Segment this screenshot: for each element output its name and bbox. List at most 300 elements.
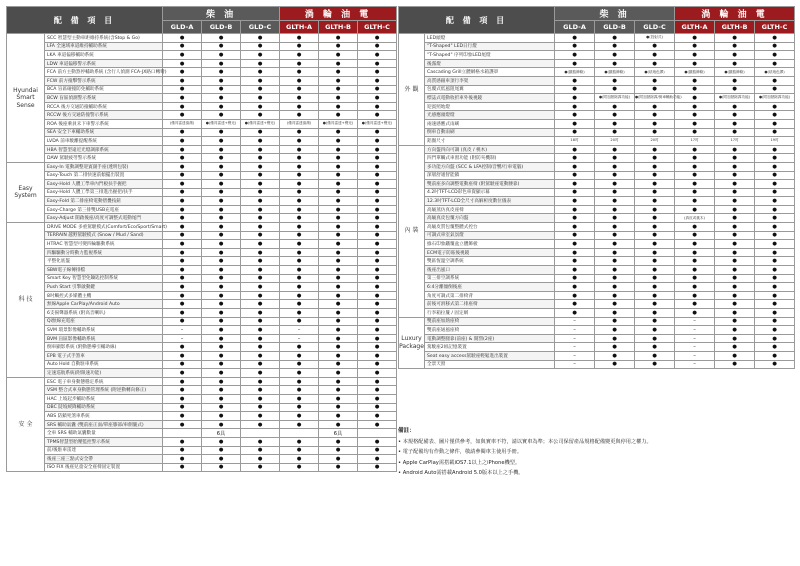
table-row bbox=[399, 351, 795, 360]
spec-cell: ● bbox=[675, 76, 715, 85]
spec-cell: ● bbox=[241, 171, 280, 180]
spec-cell: ● bbox=[241, 248, 280, 257]
spec-cell: ● bbox=[241, 326, 280, 335]
spec-cell: ● bbox=[675, 154, 715, 163]
spec-cell: 17吋 bbox=[715, 137, 755, 146]
spec-cell: ● bbox=[319, 291, 358, 300]
spec-cell: ● bbox=[715, 240, 755, 249]
spec-cell: ● bbox=[715, 162, 755, 171]
spec-cell: ● bbox=[595, 326, 635, 335]
spec-cell: ● bbox=[319, 360, 358, 369]
feature-label: FCW 前方撞擊警示系統 bbox=[45, 76, 163, 85]
table-row bbox=[7, 223, 397, 232]
spec-cell: ● bbox=[202, 257, 241, 266]
left-spec-table bbox=[6, 6, 397, 472]
spec-cell: ● bbox=[715, 197, 755, 206]
spec-cell: ●(附加熱除霧功能) bbox=[755, 94, 795, 103]
spec-cell: ● bbox=[358, 343, 397, 352]
spec-cell: ● bbox=[675, 51, 715, 60]
spec-cell: ● bbox=[319, 403, 358, 412]
spec-cell: ● bbox=[755, 128, 795, 137]
spec-cell: ● bbox=[675, 128, 715, 137]
spec-cell: ● bbox=[755, 223, 795, 232]
spec-cell: ● bbox=[241, 257, 280, 266]
spec-cell: ● bbox=[319, 154, 358, 163]
category-label: 科 技 bbox=[7, 223, 45, 378]
spec-cell: ● bbox=[755, 309, 795, 318]
spec-cell: ● bbox=[635, 300, 675, 309]
spec-cell: ● bbox=[715, 223, 755, 232]
spec-cell: ● bbox=[319, 455, 358, 464]
spec-cell: ● bbox=[202, 369, 241, 378]
feature-label: 雙區恆溫空調系統 bbox=[425, 257, 555, 266]
spec-cell: ● bbox=[163, 205, 202, 214]
spec-cell: ● bbox=[595, 223, 635, 232]
spec-cell: ● bbox=[319, 145, 358, 154]
spec-cell: ● bbox=[202, 283, 241, 292]
spec-cell: 19吋 bbox=[755, 137, 795, 146]
spec-cell: ● bbox=[280, 291, 319, 300]
spec-cell: ● bbox=[358, 42, 397, 51]
spec-cell: ● bbox=[358, 446, 397, 455]
spec-cell: ● bbox=[202, 394, 241, 403]
spec-cell: ● bbox=[163, 68, 202, 77]
spec-cell: ● bbox=[202, 300, 241, 309]
model-header: GLTH-B bbox=[715, 21, 755, 34]
diesel-header: 柴 油 bbox=[555, 7, 675, 21]
spec-cell: ● bbox=[241, 351, 280, 360]
table-row bbox=[399, 309, 795, 318]
spec-cell: – bbox=[675, 326, 715, 335]
spec-cell: ● bbox=[280, 42, 319, 51]
table-row bbox=[399, 180, 795, 189]
spec-cell: ● bbox=[241, 94, 280, 103]
spec-cell: ● bbox=[635, 291, 675, 300]
spec-cell: ● bbox=[280, 394, 319, 403]
spec-cell: ● bbox=[280, 162, 319, 171]
feature-label: 後座三座三點式安全帶 bbox=[45, 455, 163, 464]
spec-cell: ● bbox=[555, 266, 595, 275]
spec-cell: ● bbox=[241, 137, 280, 146]
feature-label: 多功能方向盤 (SCC & LFA控制/音響/行車電腦) bbox=[425, 162, 555, 171]
model-header: GLTH-A bbox=[675, 21, 715, 34]
spec-cell: ● bbox=[555, 51, 595, 60]
spec-cell: ● bbox=[755, 111, 795, 120]
feature-label: SCC 智慧型主動車距維持系統(含Stop & Go) bbox=[45, 34, 163, 43]
feature-label: VSM 整合式車身動態管理系統 (附逆動轉向修正) bbox=[45, 386, 163, 395]
feature-label: BCA 盲區碰撞防免輔助系統 bbox=[45, 85, 163, 94]
feature-label: 鋁圈尺寸 bbox=[425, 137, 555, 146]
spec-cell: ● bbox=[358, 317, 397, 326]
spec-cell: ● bbox=[358, 162, 397, 171]
spec-cell: ● bbox=[715, 360, 755, 369]
table-row bbox=[7, 214, 397, 223]
spec-cell: ● bbox=[635, 171, 675, 180]
spec-cell: ● bbox=[319, 309, 358, 318]
spec-cell: ● bbox=[319, 266, 358, 275]
spec-cell: ● bbox=[755, 51, 795, 60]
spec-cell: ● bbox=[555, 257, 595, 266]
spec-cell: ● bbox=[595, 188, 635, 197]
spec-cell: ● bbox=[163, 223, 202, 232]
spec-cell: ● bbox=[163, 283, 202, 292]
spec-cell: ● bbox=[675, 119, 715, 128]
spec-cell: ● bbox=[319, 463, 358, 472]
table-row bbox=[399, 42, 795, 51]
spec-cell: ● bbox=[319, 351, 358, 360]
spec-cell: ● bbox=[635, 309, 675, 318]
spec-cell: ● bbox=[755, 42, 795, 51]
feature-label: ESC 電子車身動態穩定系統 bbox=[45, 377, 163, 386]
spec-cell: ●(鍍鉻飾條) bbox=[715, 68, 755, 77]
feature-label: LKA 車道偏移輔助系統 bbox=[45, 51, 163, 60]
spec-cell: ● bbox=[163, 94, 202, 103]
spec-cell: ● bbox=[555, 102, 595, 111]
spec-cell: ● bbox=[202, 334, 241, 343]
spec-cell: ● bbox=[675, 205, 715, 214]
spec-cell: ● bbox=[163, 197, 202, 206]
spec-cell: ● bbox=[163, 214, 202, 223]
spec-cell: ● bbox=[319, 334, 358, 343]
feature-label: SRS 輔助氣囊 (雙前座正面/單座膝部/車側簾式) bbox=[45, 420, 163, 429]
spec-cell: ● bbox=[595, 266, 635, 275]
table-row bbox=[7, 248, 397, 257]
feature-label: LED頭燈 bbox=[425, 34, 555, 43]
feature-label: 綠石印象鐵覆盆立體飾板 bbox=[425, 240, 555, 249]
spec-cell: ● bbox=[595, 334, 635, 343]
spec-cell: ● bbox=[202, 343, 241, 352]
spec-cell: ● bbox=[280, 59, 319, 68]
spec-cell: ● bbox=[675, 34, 715, 43]
spec-cell: ● bbox=[202, 59, 241, 68]
spec-cell: ● bbox=[163, 455, 202, 464]
spec-cell: ● bbox=[202, 137, 241, 146]
spec-cell: ● bbox=[280, 94, 319, 103]
spec-cell: ● bbox=[163, 309, 202, 318]
table-row bbox=[399, 51, 795, 60]
spec-cell: ● bbox=[755, 154, 795, 163]
feature-label: 可調式車室氣氛燈 bbox=[425, 231, 555, 240]
spec-cell: ● bbox=[163, 102, 202, 111]
spec-cell: ● bbox=[555, 231, 595, 240]
spec-cell: ● bbox=[755, 197, 795, 206]
spec-cell: ● bbox=[280, 266, 319, 275]
spec-cell: ● bbox=[595, 128, 635, 137]
table-row bbox=[7, 291, 397, 300]
spec-cell: ●(僅具雷達+聲光) bbox=[241, 119, 280, 128]
spec-cell: ● bbox=[555, 34, 595, 43]
spec-cell: ● bbox=[675, 145, 715, 154]
spec-cell: ● bbox=[358, 240, 397, 249]
spec-cell: ● bbox=[675, 59, 715, 68]
table-row bbox=[7, 420, 397, 429]
spec-cell: ● bbox=[635, 343, 675, 352]
spec-cell: ● bbox=[675, 197, 715, 206]
feature-label: 迎賓照地燈 bbox=[425, 102, 555, 111]
spec-cell: ● bbox=[635, 240, 675, 249]
spec-cell: ● bbox=[595, 42, 635, 51]
spec-cell: ● bbox=[202, 42, 241, 51]
spec-cell: ● bbox=[755, 257, 795, 266]
spec-cell: ● bbox=[319, 59, 358, 68]
category-label: Hyundai Smart Sense bbox=[7, 34, 45, 163]
spec-cell: ●(僅具雷達+聲光) bbox=[358, 119, 397, 128]
spec-cell: ● bbox=[595, 283, 635, 292]
spec-cell: ● bbox=[241, 85, 280, 94]
spec-cell: – bbox=[555, 326, 595, 335]
spec-cell: ● bbox=[280, 205, 319, 214]
feature-label: LDW 車道偏移警示系統 bbox=[45, 59, 163, 68]
spec-cell: ● bbox=[319, 386, 358, 395]
table-row bbox=[7, 274, 397, 283]
table-row bbox=[7, 360, 397, 369]
feature-label: 高級蒸仿真皮座椅 bbox=[425, 205, 555, 214]
spec-cell: ● bbox=[358, 94, 397, 103]
spec-cell: ● bbox=[755, 145, 795, 154]
category-label: 外 觀 bbox=[399, 34, 425, 146]
spec-cell: ● bbox=[280, 412, 319, 421]
spec-cell: ● bbox=[595, 360, 635, 369]
spec-cell: ● bbox=[755, 102, 795, 111]
feature-label: EPB 電子式手煞車 bbox=[45, 351, 163, 360]
spec-cell: ● bbox=[163, 351, 202, 360]
spec-cell: ● bbox=[202, 420, 241, 429]
feature-label: 高級真皮包覆方向盤 bbox=[425, 214, 555, 223]
table-row bbox=[7, 455, 397, 464]
spec-cell: ● bbox=[715, 231, 755, 240]
model-header: GLTH-A bbox=[280, 21, 319, 34]
feature-label: 標誌式電動收折車外後視鏡 bbox=[425, 94, 555, 103]
feature-label: BCW 盲區偵測警示系統 bbox=[45, 94, 163, 103]
spec-cell: ● bbox=[715, 128, 755, 137]
feature-label: 6支揚聲器系統 (附高音喇叭) bbox=[45, 309, 163, 318]
spec-cell: ● bbox=[202, 309, 241, 318]
feature-label: DBC 陡坡緩降輔助系統 bbox=[45, 403, 163, 412]
feature-label: TPMS智慧型胎壓監控警示系統 bbox=[45, 437, 163, 446]
feature-label: 雙前座通風座椅 bbox=[425, 326, 555, 335]
spec-cell: ● bbox=[595, 119, 635, 128]
spec-cell: ● bbox=[202, 266, 241, 275]
spec-cell: ● bbox=[358, 197, 397, 206]
spec-cell: ● bbox=[635, 180, 675, 189]
spec-cell: ● bbox=[715, 309, 755, 318]
spec-cell: ● bbox=[715, 119, 755, 128]
spec-cell: ●(僅具雷達+聲光) bbox=[202, 119, 241, 128]
spec-cell: ● bbox=[241, 455, 280, 464]
spec-cell: ● bbox=[635, 85, 675, 94]
spec-cell: ● bbox=[555, 162, 595, 171]
spec-cell: ● bbox=[241, 283, 280, 292]
spec-cell: ● bbox=[715, 145, 755, 154]
feature-label: 前/後駐車雷達 bbox=[45, 446, 163, 455]
spec-cell: ● bbox=[163, 145, 202, 154]
feature-label: 4.2吋TFT-LCD彩色車資顯示幕 bbox=[425, 188, 555, 197]
spec-cell: ● bbox=[715, 76, 755, 85]
spec-cell: ● bbox=[675, 257, 715, 266]
spec-cell: ● bbox=[635, 128, 675, 137]
table-row bbox=[7, 463, 397, 472]
spec-cell: ● bbox=[595, 300, 635, 309]
spec-cell: – bbox=[555, 343, 595, 352]
spec-cell: ●(僅具雷達+聲光) bbox=[319, 119, 358, 128]
spec-cell: ● bbox=[280, 351, 319, 360]
spec-cell: ● bbox=[755, 231, 795, 240]
spec-cell: ● bbox=[635, 283, 675, 292]
spec-cell: ● bbox=[163, 343, 202, 352]
spec-cell: ● bbox=[202, 317, 241, 326]
spec-cell: ● bbox=[280, 34, 319, 43]
spec-cell: ● bbox=[715, 266, 755, 275]
spec-cell: ● bbox=[163, 171, 202, 180]
feature-label: SEA 安全下車輔助系統 bbox=[45, 128, 163, 137]
table-row bbox=[7, 85, 397, 94]
spec-cell: ● bbox=[163, 85, 202, 94]
spec-cell: ● bbox=[163, 266, 202, 275]
spec-cell: ● bbox=[358, 351, 397, 360]
spec-cell: ● bbox=[319, 231, 358, 240]
spec-cell: ● bbox=[555, 111, 595, 120]
spec-cell: ● bbox=[202, 180, 241, 189]
spec-cell: ● bbox=[595, 59, 635, 68]
spec-cell: ● bbox=[635, 317, 675, 326]
spec-cell: ● bbox=[358, 51, 397, 60]
right-table-body bbox=[399, 34, 795, 369]
spec-cell: ● bbox=[319, 214, 358, 223]
spec-cell bbox=[280, 429, 319, 438]
spec-cell: ● bbox=[358, 128, 397, 137]
table-row bbox=[7, 111, 397, 120]
spec-cell: ● bbox=[358, 334, 397, 343]
table-row bbox=[7, 386, 397, 395]
spec-cell: ● bbox=[280, 240, 319, 249]
category-label: 內 裝 bbox=[399, 145, 425, 317]
table-row bbox=[7, 334, 397, 343]
feature-label: ROA 後座乘員未下車警示系統 bbox=[45, 119, 163, 128]
feature-label: TERRAIN 越野駕駛模式 (Snow / Mud / Sand) bbox=[45, 231, 163, 240]
spec-cell: ● bbox=[280, 102, 319, 111]
spec-cell: ● bbox=[755, 76, 795, 85]
spec-cell: ● bbox=[595, 34, 635, 43]
spec-cell: ● bbox=[163, 369, 202, 378]
spec-cell: ● bbox=[555, 85, 595, 94]
spec-cell: ● bbox=[715, 51, 755, 60]
spec-cell: ● bbox=[202, 171, 241, 180]
spec-cell: ● bbox=[755, 85, 795, 94]
spec-cell: 20吋 bbox=[635, 137, 675, 146]
table-row bbox=[7, 437, 397, 446]
feature-label: 雙前座加熱座椅 bbox=[425, 317, 555, 326]
spec-cell: ● bbox=[358, 137, 397, 146]
spec-cell: ● bbox=[715, 59, 755, 68]
spec-cell: – bbox=[280, 326, 319, 335]
spec-cell: ● bbox=[280, 274, 319, 283]
feature-label: LFA 全速域車道維持輔助系統 bbox=[45, 42, 163, 51]
spec-cell: ● bbox=[241, 343, 280, 352]
spec-cell: ● bbox=[358, 437, 397, 446]
spec-cell: ● bbox=[241, 309, 280, 318]
table-row bbox=[399, 197, 795, 206]
spec-cell: ● bbox=[635, 197, 675, 206]
spec-cell: ● bbox=[595, 257, 635, 266]
category-label: 安 全 bbox=[7, 377, 45, 472]
spec-cell: ● bbox=[241, 111, 280, 120]
feature-label: 全景天窗 bbox=[425, 360, 555, 369]
feature-label: Seat easy access駕駛座輕鬆進出裝置 bbox=[425, 351, 555, 360]
spec-cell: ● bbox=[755, 214, 795, 223]
spec-cell: ● bbox=[635, 274, 675, 283]
spec-cell: ● bbox=[675, 188, 715, 197]
spec-cell: ● bbox=[755, 300, 795, 309]
spec-cell: ●(投射式) bbox=[635, 34, 675, 43]
spec-cell: ● bbox=[635, 42, 675, 51]
spec-cell: ● bbox=[280, 128, 319, 137]
spec-cell: ● bbox=[555, 119, 595, 128]
spec-cell: ● bbox=[358, 111, 397, 120]
table-row bbox=[7, 119, 397, 128]
spec-cell: ● bbox=[358, 205, 397, 214]
spec-cell: – bbox=[555, 334, 595, 343]
spec-cell: ● bbox=[280, 437, 319, 446]
spec-cell: – bbox=[675, 317, 715, 326]
spec-cell: ● bbox=[319, 102, 358, 111]
feature-label: HTRAC 智慧型可變四輪驅動系統 bbox=[45, 240, 163, 249]
spec-cell: – bbox=[555, 360, 595, 369]
feature-label: Qi無線充電座 bbox=[45, 317, 163, 326]
spec-cell: ● bbox=[595, 248, 635, 257]
spec-cell: ● bbox=[755, 119, 795, 128]
table-row bbox=[7, 94, 397, 103]
spec-cell: ● bbox=[715, 283, 755, 292]
config-header: 配 備 項 目 bbox=[399, 7, 555, 34]
table-row bbox=[399, 240, 795, 249]
spec-cell: ● bbox=[358, 145, 397, 154]
spec-cell: ● bbox=[715, 111, 755, 120]
spec-cell: ● bbox=[755, 162, 795, 171]
category-label: Easy System bbox=[7, 162, 45, 222]
table-row bbox=[7, 351, 397, 360]
spec-cell: ● bbox=[241, 240, 280, 249]
spec-cell: ● bbox=[163, 300, 202, 309]
spec-cell: ● bbox=[755, 188, 795, 197]
table-row bbox=[7, 188, 397, 197]
spec-cell: ● bbox=[280, 154, 319, 163]
table-row bbox=[399, 102, 795, 111]
spec-cell: ● bbox=[755, 34, 795, 43]
spec-cell: ● bbox=[595, 111, 635, 120]
spec-cell: ● bbox=[715, 291, 755, 300]
spec-cell: 20吋 bbox=[595, 137, 635, 146]
feature-label: 倒車顯影系統 (附動態導引輔助線) bbox=[45, 343, 163, 352]
spec-cell: ● bbox=[595, 145, 635, 154]
spec-cell: ● bbox=[635, 334, 675, 343]
spec-cell: ● bbox=[202, 351, 241, 360]
spec-cell: ● bbox=[635, 231, 675, 240]
table-row bbox=[7, 369, 397, 378]
spec-cell bbox=[241, 429, 280, 438]
table-row bbox=[7, 197, 397, 206]
spec-cell: ● bbox=[202, 102, 241, 111]
spec-cell: ● bbox=[555, 300, 595, 309]
feature-label: ECM電子防眩後視鏡 bbox=[425, 248, 555, 257]
table-row bbox=[399, 154, 795, 163]
spec-cell: ● bbox=[675, 240, 715, 249]
spec-cell: ● bbox=[241, 394, 280, 403]
spec-cell: ● bbox=[755, 266, 795, 275]
spec-cell: ● bbox=[319, 128, 358, 137]
spec-cell: ● bbox=[202, 68, 241, 77]
notes-block bbox=[398, 426, 794, 479]
spec-cell: – bbox=[555, 317, 595, 326]
